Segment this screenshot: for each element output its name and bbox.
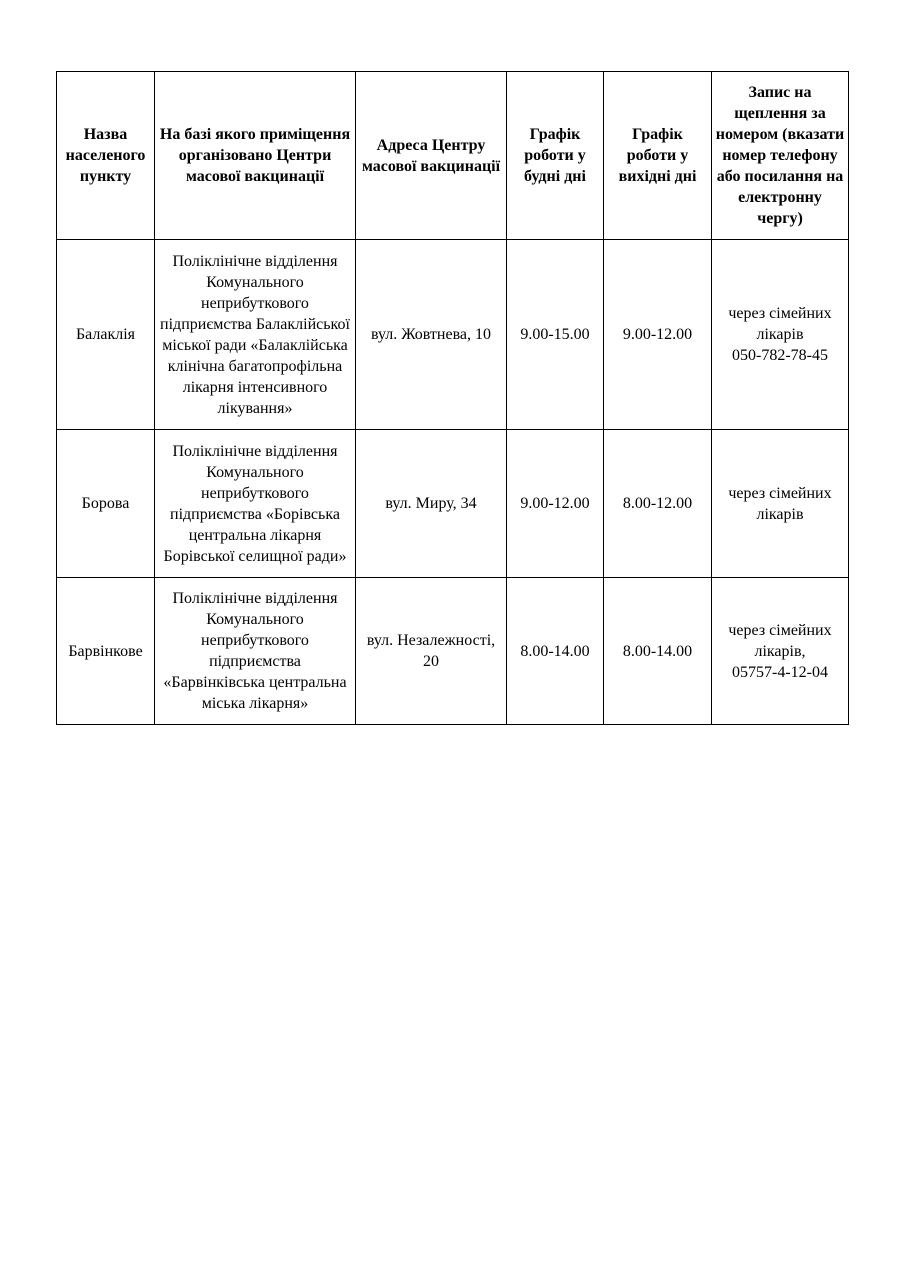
cell-weekdays: 9.00-15.00 bbox=[507, 240, 604, 430]
cell-facility: Поліклінічне відділення Комунального неприбуткового підприємства Балаклійської міської ради «Балаклійська клінічна багатопрофільна лікарня інтенсивного лікування» bbox=[155, 240, 356, 430]
cell-weekends: 8.00-12.00 bbox=[604, 430, 712, 578]
table-row bbox=[57, 240, 849, 430]
cell-facility: Поліклінічне відділення Комунального неприбуткового підприємства «Барвінківська центральна міська лікарня» bbox=[155, 578, 356, 725]
header-facility: На базі якого приміщення організовано Центри масової вакцинації bbox=[155, 72, 356, 240]
header-registration: Запис на щеплення за номером (вказати номер телефону або посилання на електронну чергу) bbox=[712, 72, 849, 240]
cell-weekends: 9.00-12.00 bbox=[604, 240, 712, 430]
cell-settlement: Барвінкове bbox=[57, 578, 155, 725]
cell-address: вул. Жовтнева, 10 bbox=[356, 240, 507, 430]
cell-facility: Поліклінічне відділення Комунального неприбуткового підприємства «Борівська центральна лікарня Борівської селищної ради» bbox=[155, 430, 356, 578]
table-header-row bbox=[57, 72, 849, 240]
header-weekends: Графік роботи у вихідні дні bbox=[604, 72, 712, 240]
cell-address: вул. Незалежності, 20 bbox=[356, 578, 507, 725]
header-address: Адреса Центру масової вакцинації bbox=[356, 72, 507, 240]
cell-registration: через сімейних лікарів 050-782-78-45 bbox=[712, 240, 849, 430]
cell-registration: через сімейних лікарів, 05757-4-12-04 bbox=[712, 578, 849, 725]
cell-weekends: 8.00-14.00 bbox=[604, 578, 712, 725]
vaccination-centers-table bbox=[56, 71, 849, 725]
cell-registration: через сімейних лікарів bbox=[712, 430, 849, 578]
cell-address: вул. Миру, 34 bbox=[356, 430, 507, 578]
table-row bbox=[57, 578, 849, 725]
cell-settlement: Балаклія bbox=[57, 240, 155, 430]
cell-weekdays: 9.00-12.00 bbox=[507, 430, 604, 578]
header-settlement: Назва населеного пункту bbox=[57, 72, 155, 240]
header-weekdays: Графік роботи у будні дні bbox=[507, 72, 604, 240]
table-row bbox=[57, 430, 849, 578]
cell-settlement: Борова bbox=[57, 430, 155, 578]
cell-weekdays: 8.00-14.00 bbox=[507, 578, 604, 725]
